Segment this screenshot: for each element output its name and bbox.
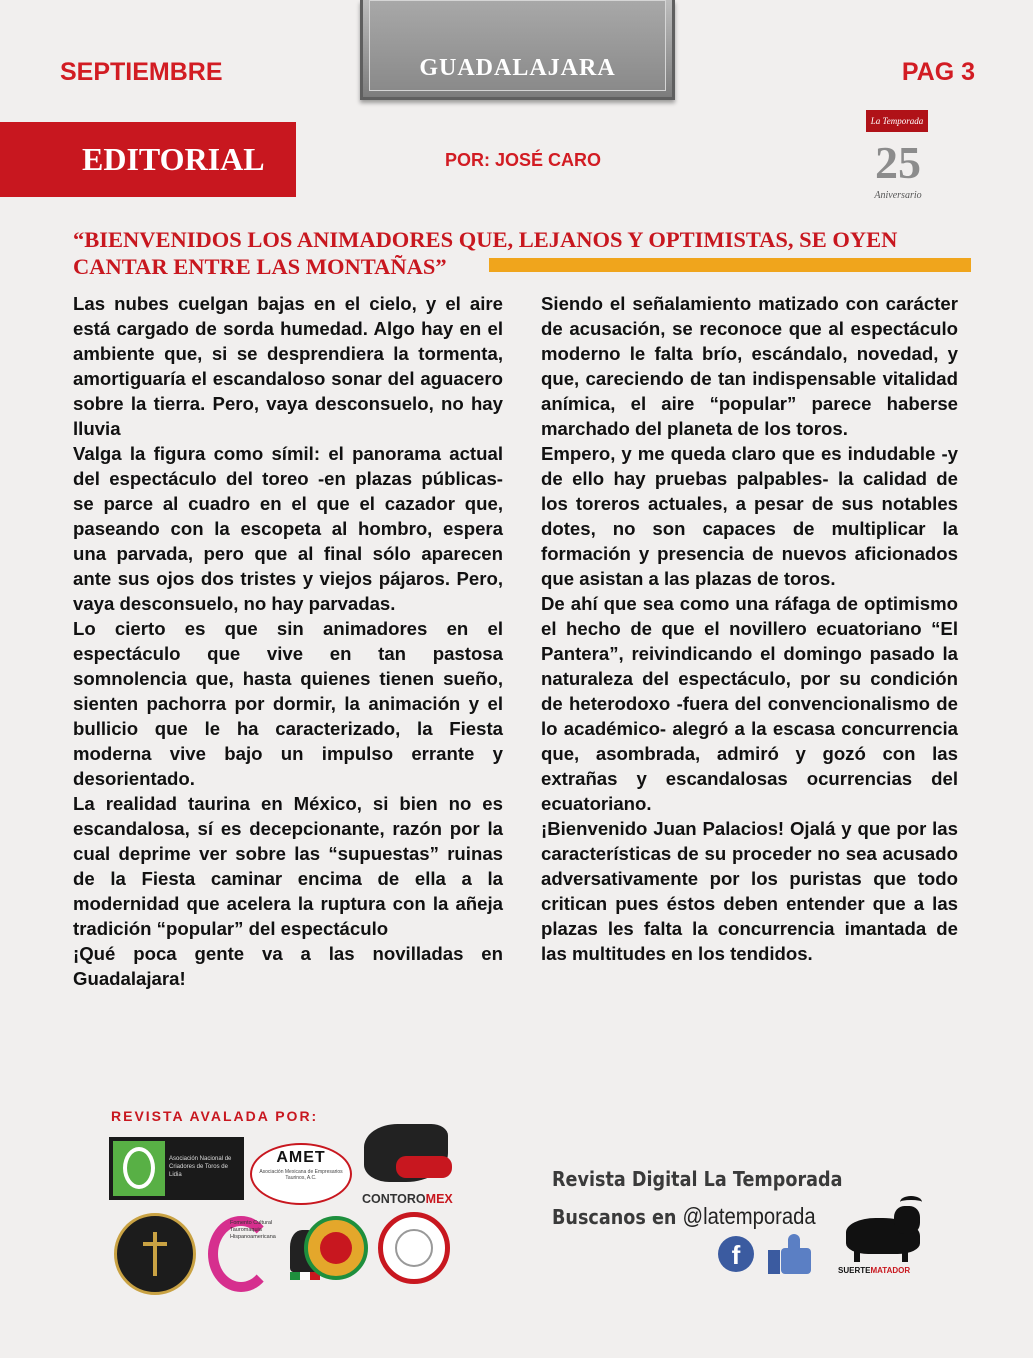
amet-logo-subtitle: Asociación Mexicana de Empresarios Taurinos, A.C. xyxy=(259,1169,343,1181)
logo-brand: La Temporada xyxy=(866,110,928,132)
article-column-left xyxy=(73,291,503,991)
suertematador-logo xyxy=(838,1266,910,1275)
festival-logo xyxy=(300,1210,372,1290)
ring-seal-logo xyxy=(378,1212,450,1284)
social-handle-line xyxy=(552,1203,816,1230)
digital-magazine-label: Revista Digital La Temporada xyxy=(552,1167,843,1191)
social-prefix: Buscanos en xyxy=(552,1205,683,1229)
bull-label-a: SUERTE xyxy=(838,1266,871,1275)
contoromex-text-b: MEX xyxy=(425,1192,453,1206)
like-thumb-icon[interactable] xyxy=(766,1234,814,1276)
fomento-logo-text: Fomento Cultural Tauromaquia Hispanoamericana xyxy=(230,1220,276,1240)
section-title: EDITORIAL xyxy=(82,141,265,177)
paragraph: Empero, y me queda claro que es indudable -y de ello hay pruebas palpables- la calidad de los toreros actuales, a pesar de sus notables dotes, no son capaces de multiplicar la formación y presencia de nuevos aficionados que asistan a las plazas de toros. xyxy=(541,443,958,589)
contoromex-logo xyxy=(356,1124,456,1210)
paragraph: Valga la figura como símil: el panorama actual del espectáculo del toreo -en plazas públicas- se parce al cuadro en el que el cazador que, paseando con la escopeta al hombro, espera una parvada, pero que al final sólo aparecen ante sus ojos dos tristes y viejos pájaros. Pero, vaya desconsuelo, no hay parvadas. xyxy=(73,443,503,614)
amet-logo-title: AMET xyxy=(276,1149,326,1166)
paragraph: De ahí que sea como una ráfaga de optimismo el hecho de que el novillero ecuatoriano “El Pantera”, reivindicando el domingo pasado la naturaleza del espectáculo, por su condición de heterodoxo -fuera del convencionalismo de lo académico- alegró a la escasa concurrencia que, asombrada, admiró y gozó con las extrañas y escandalosas ocurrencias del ecuatoriano. xyxy=(541,593,958,814)
anc-logo-text: Asociación Nacional de Criadores de Toros de Lidia xyxy=(169,1156,232,1178)
page-number: PAG 3 xyxy=(901,58,975,86)
paragraph: La realidad taurina en México, si bien no es escandalosa, sí es decepcionante, razón por la cual deprime ver sobre las “supuestas” ruinas de la Fiesta caminar encima de ella a la modernidad que acelera la ruptura con la añeja tradición “popular” del espectáculo xyxy=(73,793,503,939)
paragraph: Siendo el señalamiento matizado con carácter de acusación, se reconoce que al espectáculo moderno le falta brío, escándalo, novedad, y que, careciendo de tan indispensable vitalidad anímica, el aire “popular” parece haberse marchado del planeta de los toros. xyxy=(541,293,958,439)
headline-rule xyxy=(489,258,971,272)
anniversary-logo xyxy=(858,110,938,210)
cross-icon xyxy=(153,1232,157,1276)
article-column-right xyxy=(541,291,958,966)
logo-subtitle: Aniversario xyxy=(874,190,922,201)
fomento-logo xyxy=(208,1216,280,1294)
paragraph: Las nubes cuelgan bajas en el cielo, y el aire está cargado de sorda humedad. Algo hay en el ambiente que, si se desprendiera la tormenta, amortiguaría el escandaloso sonar del aguacero sobre la tierra. Pero, vaya desconsuelo, no hay lluvia xyxy=(73,293,503,439)
bull-icon xyxy=(838,1196,930,1276)
paragraph: Lo cierto es que sin animadores en el espectáculo que vive en tan pastosa somnolencia que, hasta quienes tienen sueño, sienten pachorra por dormir, la animación y el bullicio que le ha caracterizado, la Fiesta moderna vive bajo un impulso errante y desorientado. xyxy=(73,618,503,789)
bull-label-b: MATADOR xyxy=(870,1266,911,1275)
author-byline: POR: JOSÉ CARO xyxy=(445,150,602,170)
contoromex-text-a: CONTORO xyxy=(362,1192,426,1206)
logo-number: 25 xyxy=(875,137,921,188)
issue-month: SEPTIEMBRE xyxy=(60,58,223,86)
association-seal xyxy=(114,1213,196,1295)
social-handle[interactable]: @latemporada xyxy=(682,1203,816,1229)
amet-logo xyxy=(250,1143,352,1205)
facebook-icon[interactable]: f xyxy=(718,1236,754,1272)
paragraph: ¡Qué poca gente va a las novilladas en Guadalajara! xyxy=(73,943,503,989)
city-tab xyxy=(360,0,675,100)
anc-logo xyxy=(109,1137,244,1200)
endorsement-label: REVISTA AVALADA POR: xyxy=(111,1108,319,1124)
paragraph: ¡Bienvenido Juan Palacios! Ojalá y que por las características de su proceder no sea acusado adversativamente por los puristas que todo critican pues éstos deben entender que a las plazas les falta la concurrencia imantada de las multitudes en los tendidos. xyxy=(541,818,958,964)
article-headline: “BIENVENIDOS LOS ANIMADORES QUE, LEJANOS Y OPTIMISTAS, SE OYEN CANTAR ENTRE LAS MONTAÑAS” xyxy=(73,227,898,279)
city-label: GUADALAJARA xyxy=(419,55,616,81)
